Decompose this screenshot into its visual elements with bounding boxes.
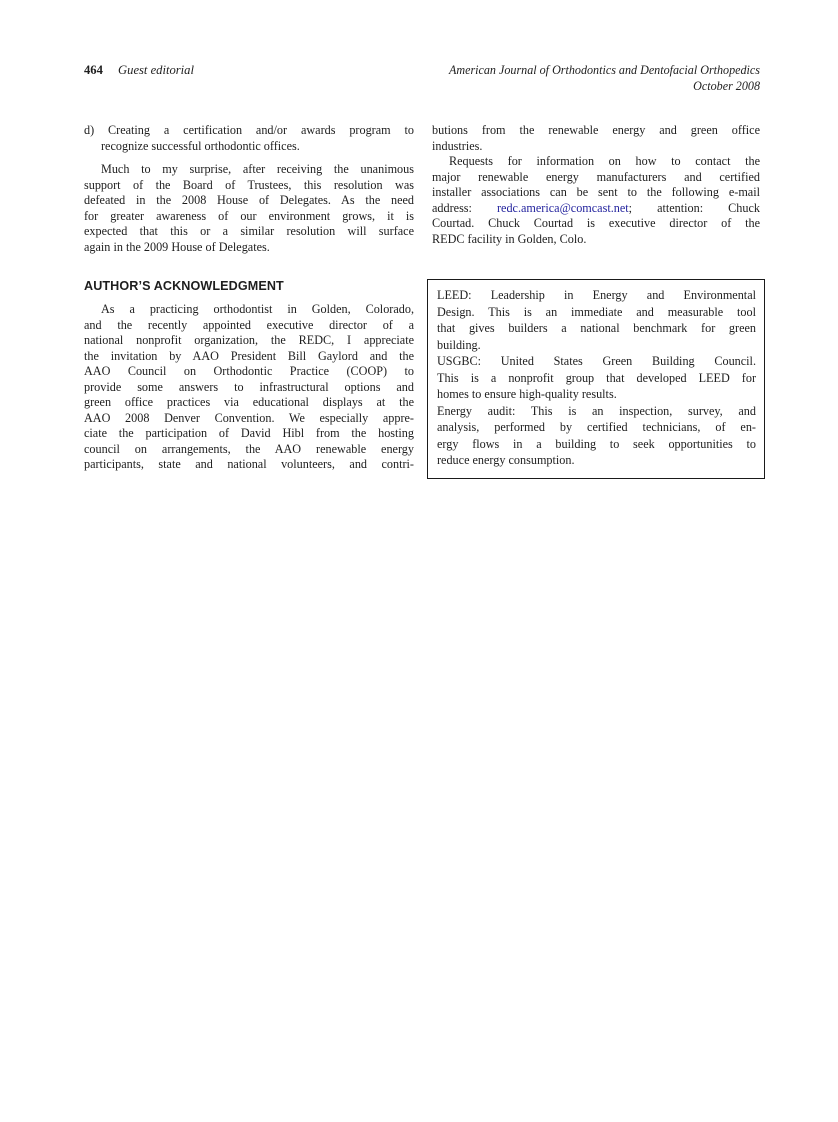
text-line: installer associations can be sent to the following e-mail: [432, 185, 760, 199]
text-line: provide some answers to infrastructural options and: [84, 379, 414, 394]
text-line: Requests for information on how to contact the: [449, 154, 760, 168]
email-link[interactable]: redc.america@comcast.net: [496, 200, 629, 215]
list-item-d: [84, 123, 414, 154]
text-line: for greater awareness of our environment grows, it is: [84, 208, 414, 223]
text-line: AAO 2008 Denver Convention. We especially appre-: [84, 410, 414, 425]
text-line: AAO Council on Orthodontic Practice (COOP) to: [84, 364, 414, 378]
text-line: that gives builders a national benchmark for green: [437, 321, 756, 335]
text-line: the invitation by AAO President Bill Gaylord and the: [84, 348, 414, 363]
page-header-right: [449, 62, 760, 94]
text-line: support of the Board of Trustees, this resolution was: [84, 177, 414, 192]
paragraph-acknowledgment: [84, 302, 414, 473]
text-line: Design. This is an immediate and measurable tool: [437, 304, 756, 319]
text-line: green office practices via educational displays at the: [84, 395, 414, 409]
right-column: [432, 123, 760, 479]
text-line: ciate the participation of David Hibl from the hosting: [84, 426, 414, 440]
text-line: ergy flows in a building to seek opportunities to: [437, 436, 756, 451]
text-line: Energy audit: This is an inspection, survey, and: [437, 403, 756, 418]
text-line: homes to ensure high-quality results.: [437, 387, 617, 401]
text-line: analysis, performed by certified technicians, of en-: [437, 420, 756, 434]
text-line: reduce energy consumption.: [437, 453, 575, 467]
text-segment: address:: [432, 200, 497, 215]
text-line: USGBC: United States Green Building Council.: [437, 354, 756, 368]
text-line: [432, 201, 760, 217]
text-line: building.: [437, 337, 481, 352]
journal-title: American Journal of Orthodontics and Dentofacial Orthopedics: [448, 63, 760, 77]
page-header-left: [84, 62, 194, 78]
text-line: This is a nonprofit group that developed LEED for: [437, 370, 756, 385]
text-line: council on arrangements, the AAO renewable energy: [84, 441, 414, 456]
paragraph-contributions: [432, 123, 760, 154]
text-line: recognize successful orthodontic offices.: [101, 138, 300, 153]
text-segment: ; attention: Chuck: [628, 200, 760, 215]
text-line: national nonprofit organization, the REDC, I appreciate: [84, 333, 414, 347]
text-line: major renewable energy manufacturers and certified: [432, 169, 760, 184]
issue-date: October 2008: [693, 79, 760, 93]
text-line: defeated in the 2008 House of Delegates. As the need: [84, 193, 414, 207]
paragraph-requests: [432, 154, 760, 247]
text-line: Much to my surprise, after receiving the unanimous: [101, 162, 414, 176]
definitions-box: [427, 279, 765, 479]
page-number: 464: [84, 63, 103, 77]
text-line: LEED: Leadership in Energy and Environmental: [437, 288, 756, 302]
text-line: butions from the renewable energy and green office: [432, 123, 760, 137]
text-line: and the recently appointed executive director of a: [84, 317, 414, 332]
section-heading: AUTHOR’S ACKNOWLEDGMENT: [84, 279, 284, 293]
running-head: Guest editorial: [118, 63, 194, 77]
text-line: participants, state and national volunteers, and contri-: [84, 457, 414, 471]
left-column: [84, 123, 414, 473]
text-line: industries.: [432, 138, 483, 153]
text-line: d) Creating a certification and/or awards program to: [84, 123, 414, 137]
definition-energy-audit: [437, 403, 756, 469]
text-line: REDC facility in Golden, Colo.: [432, 231, 587, 246]
definition-leed: [437, 287, 756, 353]
text-line: Courtad. Chuck Courtad is executive director of the: [432, 216, 760, 230]
definition-usgbc: [437, 353, 756, 403]
text-line: again in the 2009 House of Delegates.: [84, 239, 270, 254]
text-line: As a practicing orthodontist in Golden, Colorado,: [101, 302, 414, 316]
paragraph-resolution: [84, 162, 414, 255]
text-line: expected that this or a similar resolution will surface: [84, 224, 414, 238]
